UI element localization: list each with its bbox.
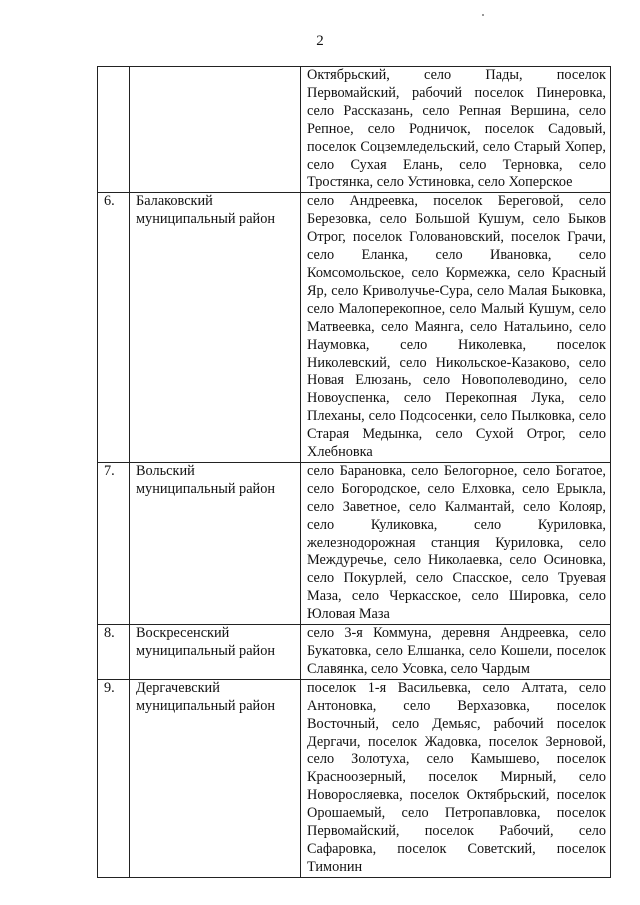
- settlements-list: поселок 1-я Васильевка, село Алтата, село Антоновка, село Верхазовка, поселок Восточный, село Демьяс, рабочий поселок Дергачи, поселок Жадовка, поселок Зерновой, село Золотуха, село Камышево, поселок Красноозерный, поселок Мирный, село Новоросляевка, поселок Октябрьский, поселок Орошаемый, село Петропавловка, поселок Первомайский, поселок Рабочий, село Сафаровка, поселок Советский, поселок Тимонин: [301, 679, 611, 877]
- district-name: Вольский муниципальный район: [130, 462, 301, 624]
- row-number: 7.: [98, 462, 130, 624]
- table-row: [98, 679, 611, 877]
- district-name: [130, 67, 301, 193]
- settlements-list: село Барановка, село Белогорное, село Богатое, село Богородское, село Елховка, село Ерыкла, село Заветное, село Калмантай, село Колояр, село Куликовка, село Куриловка, железнодорожная станция Куриловка, село Междуречье, село Николаевка, село Осиновка, село Покурлей, село Спасское, село Труевая Маза, село Черкасское, село Шировка, село Юловая Маза: [301, 462, 611, 624]
- row-number: [98, 67, 130, 193]
- district-name: Балаковский муниципальный район: [130, 193, 301, 463]
- settlements-list: село 3-я Коммуна, деревня Андреевка, село Букатовка, село Елшанка, село Кошели, поселок Славянка, село Усовка, село Чардым: [301, 625, 611, 680]
- settlements-list: Октябрьский, село Пады, поселок Первомайский, рабочий поселок Пинеровка, село Рассказань, село Репная Вершина, село Репное, село Родничок, поселок Садовый, поселок Соцземледельский, село Старый Хопер, село Сухая Елань, село Терновка, село Тростянка, село Устиновка, село Хоперское: [301, 67, 611, 193]
- district-name: Воскресенский муниципальный район: [130, 625, 301, 680]
- table-row: [98, 67, 611, 193]
- row-number: 9.: [98, 679, 130, 877]
- page-number: 2: [316, 33, 324, 49]
- table-row: [98, 193, 611, 463]
- row-number: 6.: [98, 193, 130, 463]
- table-row: [98, 625, 611, 680]
- districts-table: [97, 66, 611, 878]
- settlements-list: село Андреевка, поселок Береговой, село Березовка, село Большой Кушум, село Быков Отрог, поселок Головановский, поселок Грачи, село Еланка, село Ивановка, село Комсомольское, село Кормежка, село Красный Яр, село Криволучье-Сура, село Малая Быковка, село Малоперекопное, село Малый Кушум, село Матвеевка, село Маянга, село Натальино, село Наумовка, село Николевка, поселок Николевский, село Никольское-Казаково, село Новая Елюзань, село Новополеводино, село Новоуспенка, село Перекопная Лука, село Плеханы, село Подсосенки, село Пылковка, село Старая Медынка, село Сухой Отрог, село Хлебновка: [301, 193, 611, 463]
- row-number: 8.: [98, 625, 130, 680]
- district-name: Дергачевский муниципальный район: [130, 679, 301, 877]
- scan-dot: [482, 14, 484, 16]
- table-row: [98, 462, 611, 624]
